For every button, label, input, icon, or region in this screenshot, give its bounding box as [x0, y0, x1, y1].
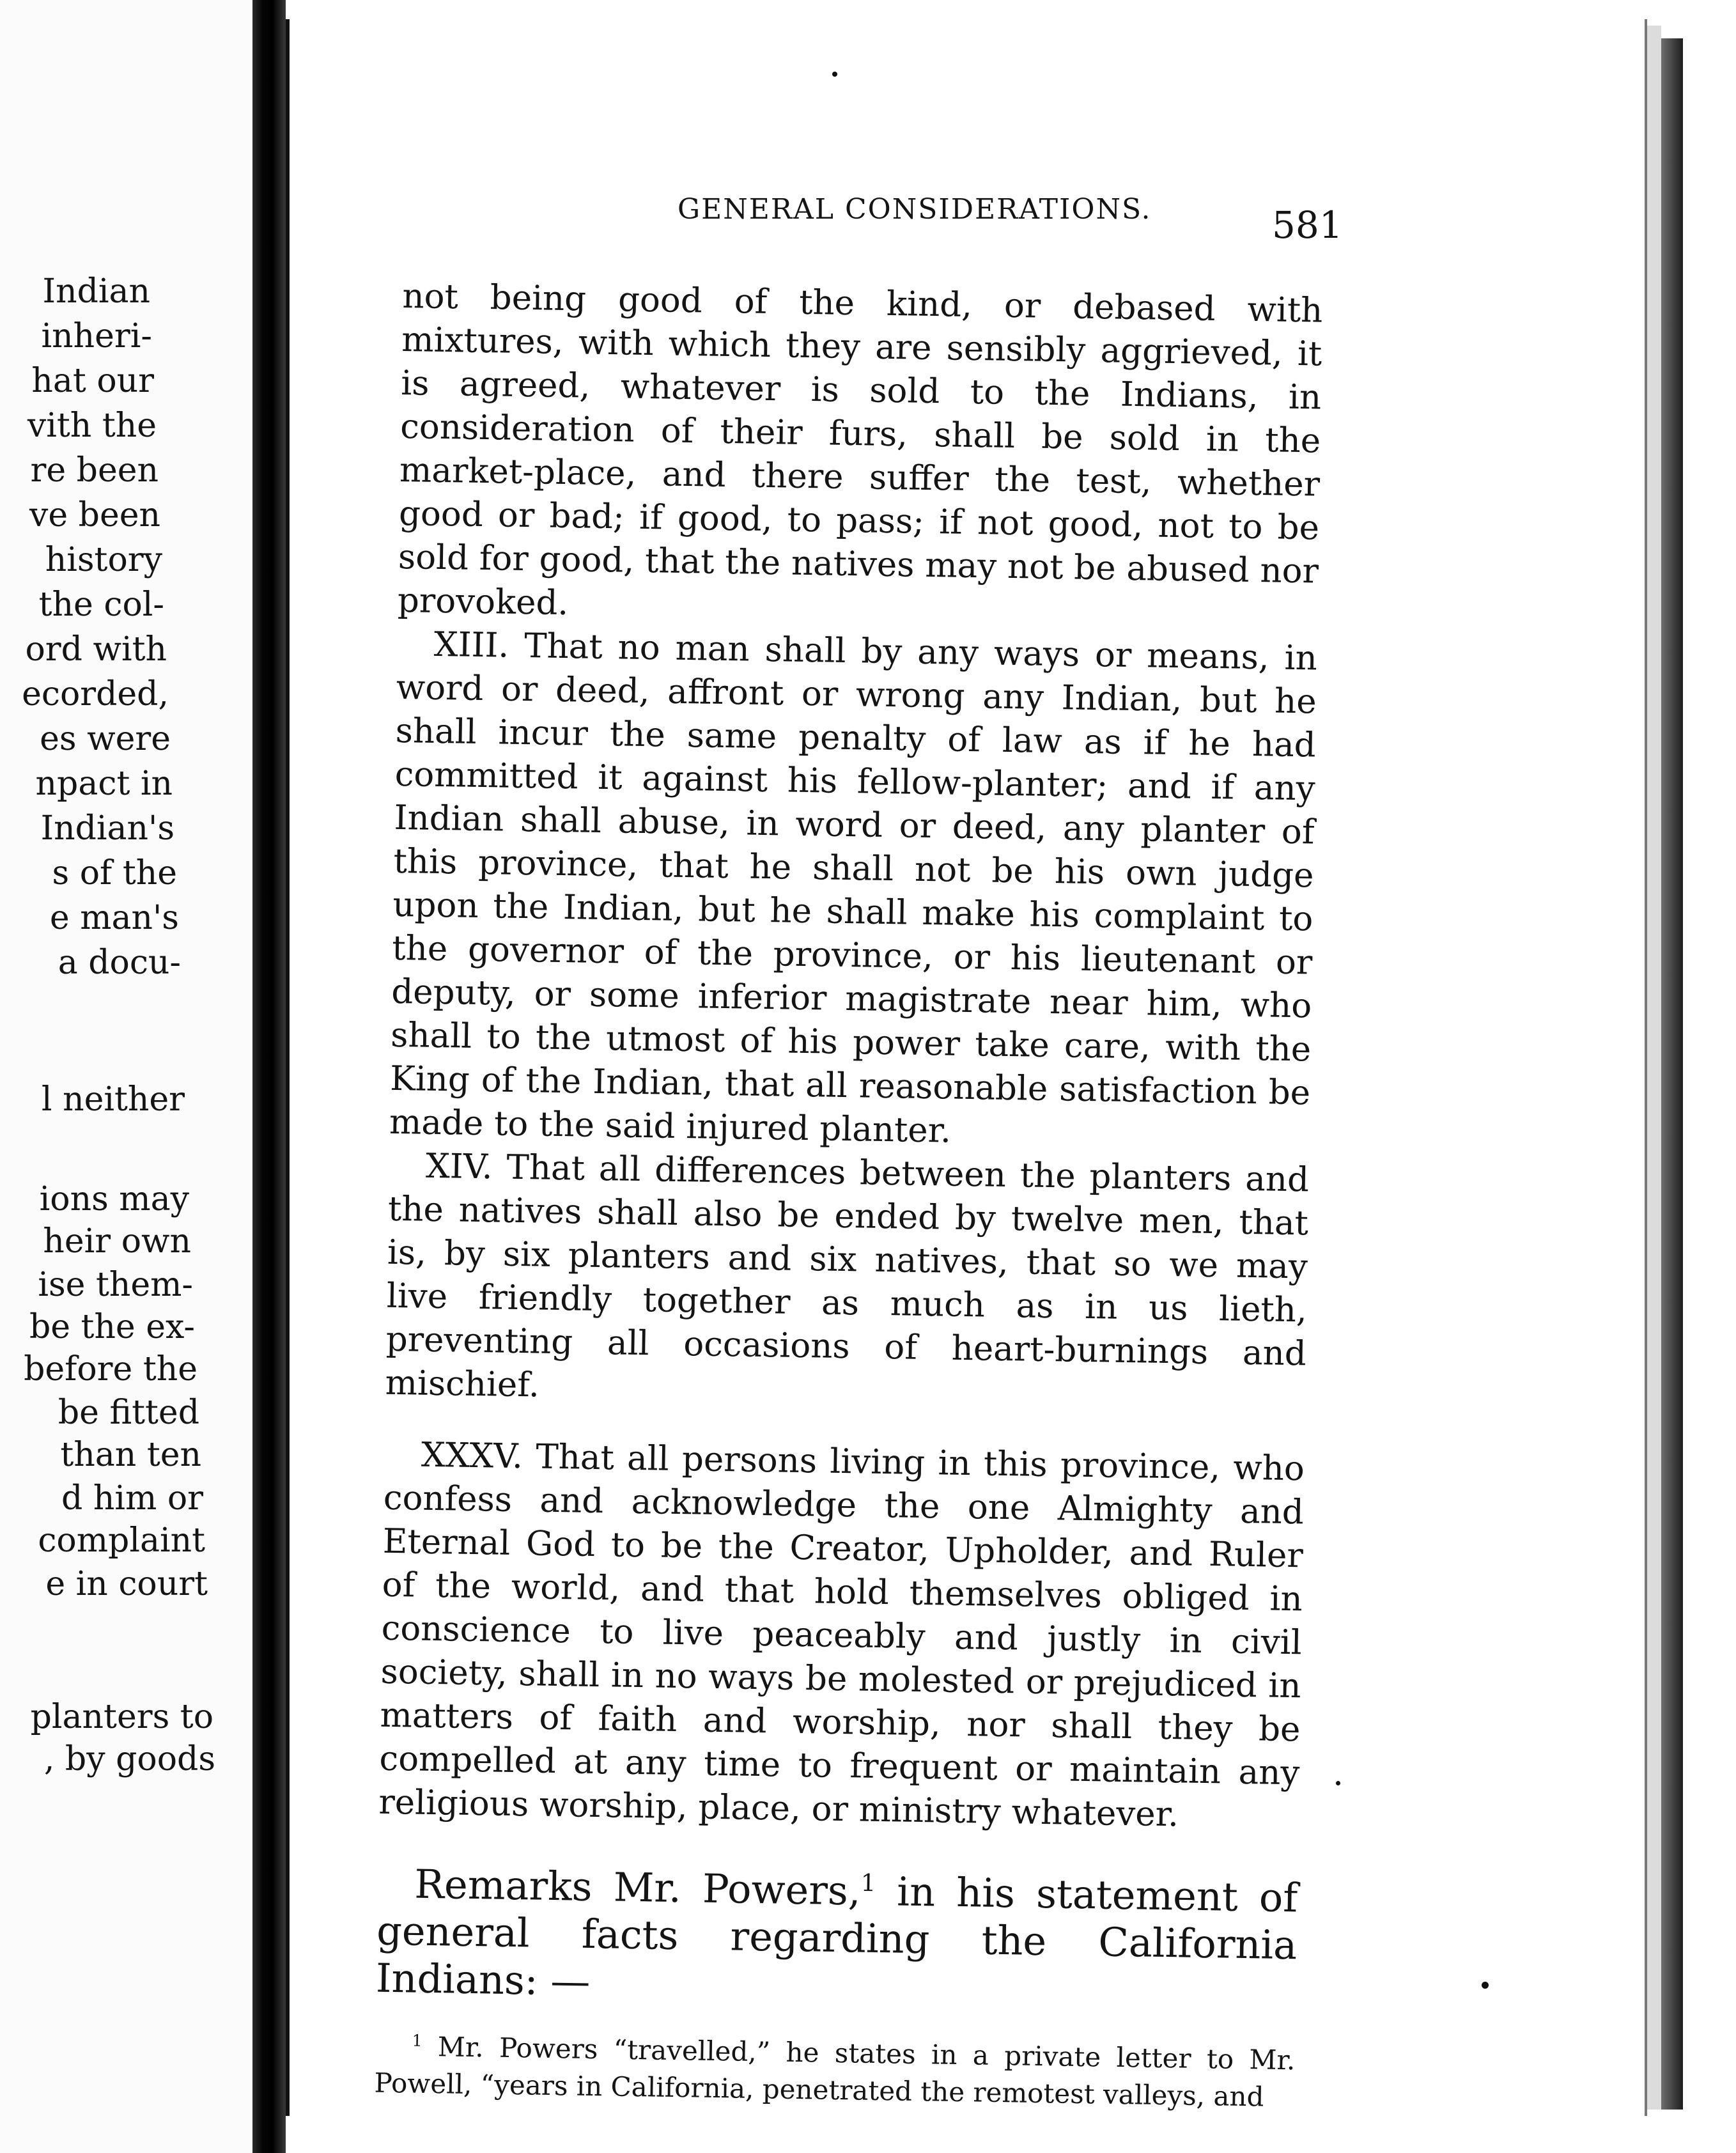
facing-page-line: l neither: [41, 1080, 185, 1119]
footnote-text: Mr. Powers “travelled,” he states in a private letter to Mr. Powell, “years in California, penetrated the remotest valleys, and: [374, 2030, 1296, 2113]
page-edge-shadow: [1661, 38, 1683, 2110]
facing-page-line: vith the: [27, 407, 157, 445]
facing-page-line: be fitted: [58, 1394, 199, 1432]
remarks-text-before: Remarks Mr. Powers,: [414, 1860, 862, 1915]
facing-page-line: ord with: [25, 630, 167, 669]
facing-page-line: e man's: [49, 899, 179, 937]
facing-page-line: heir own: [43, 1222, 191, 1261]
footnote-reference: 1: [860, 1868, 876, 1897]
facing-page: [0, 0, 252, 2153]
scan-speck: [1482, 1982, 1489, 1989]
facing-page-line: s of the: [52, 854, 177, 892]
facing-page-line: Indian: [42, 272, 150, 311]
facing-page-line: d him or: [61, 1479, 203, 1518]
facing-page-line: hat our: [31, 362, 154, 400]
book-gutter: [252, 0, 286, 2153]
running-title: GENERAL CONSIDERATIONS.: [678, 193, 1152, 226]
paragraph-continuation: not being good of the kind, or debased with mixtures, with which they are sensibly aggrieved, it is agreed, whatever is sold to the Indians, in consideration of their furs, shall be sold in the market-place, and there suffer the test, whether good or bad; if good, to pass; if not good, not to be sold for good, that the natives may not be abused nor provoked.: [397, 276, 1323, 623]
page-edge: [1647, 26, 1661, 2110]
facing-page-line: than ten: [60, 1436, 201, 1474]
facing-page-line: Indian's: [40, 809, 174, 848]
facing-page-line: e in court: [45, 1565, 208, 1603]
facing-page-line: , by goods: [43, 1740, 215, 1778]
facing-page-line: be the ex-: [29, 1308, 195, 1346]
scan-speck: [1336, 1781, 1340, 1785]
facing-page-line: es were: [40, 720, 171, 758]
facing-page-line: ve been: [29, 496, 160, 534]
paragraph-article-xiii: XIII. That no man shall by any ways or means, in word or deed, affront or wrong any Indian, but he shall incur the same penalty of law as if he had committed it against his fellow-planter; and if any Indian shall abuse, in word or deed, any planter of this province, that he shall not be his own judge upon the Indian, but he shall make his complaint to the governor of the province, or his lieutenant or deputy, or some inferior magistrate near him, who shall to the utmost of his power take care, with the King of the Indian, that all reasonable satisfaction be made to the said injured planter.: [389, 625, 1318, 1151]
paragraph-article-xiv: XIV. That all differences between the planters and the natives shall also be ended by twelve men, that is, by six planters and six natives, that so we may live friendly together as much as in us lieth, preventing all occasions of heart-burnings and mischief.: [385, 1146, 1310, 1405]
remarks-paragraph: [376, 1860, 1298, 2017]
facing-page-line: history: [45, 541, 162, 579]
facing-page-line: re been: [30, 451, 159, 490]
main-text: [373, 275, 1322, 2143]
footnote: [374, 2028, 1296, 2117]
facing-page-line: ecorded,: [22, 675, 169, 713]
scan-speck: [832, 72, 837, 77]
facing-page-line: a docu-: [58, 944, 181, 982]
facing-page-line: ise them-: [38, 1266, 193, 1304]
facing-page-line: the col-: [38, 586, 164, 624]
page-number: 581: [1272, 203, 1343, 247]
facing-page-line: planters to: [30, 1698, 213, 1736]
facing-page-line: before the: [24, 1350, 198, 1388]
paragraph-article-xxxv: XXXV. That all persons living in this province, who confess and acknowledge the one Almighty and Eternal God to be the Creator, Upholder, and Ruler of the world, and that hold themselves obliged in conscience to live peaceably and justly in civil society, shall in no ways be molested or prejudiced in matters of faith and worship, nor shall they be compelled at any time to frequent or maintain any religious worship, place, or ministry whatever.: [378, 1435, 1305, 1835]
facing-page-line: npact in: [35, 765, 173, 803]
remarks-text-after: in his statement of general facts regarding the California Indians: —: [375, 1867, 1298, 2005]
facing-page-line: inheri-: [41, 317, 152, 355]
footnote-marker: 1: [412, 2031, 422, 2050]
facing-page-line: complaint: [38, 1521, 205, 1560]
facing-page-line: ions may: [39, 1180, 189, 1218]
